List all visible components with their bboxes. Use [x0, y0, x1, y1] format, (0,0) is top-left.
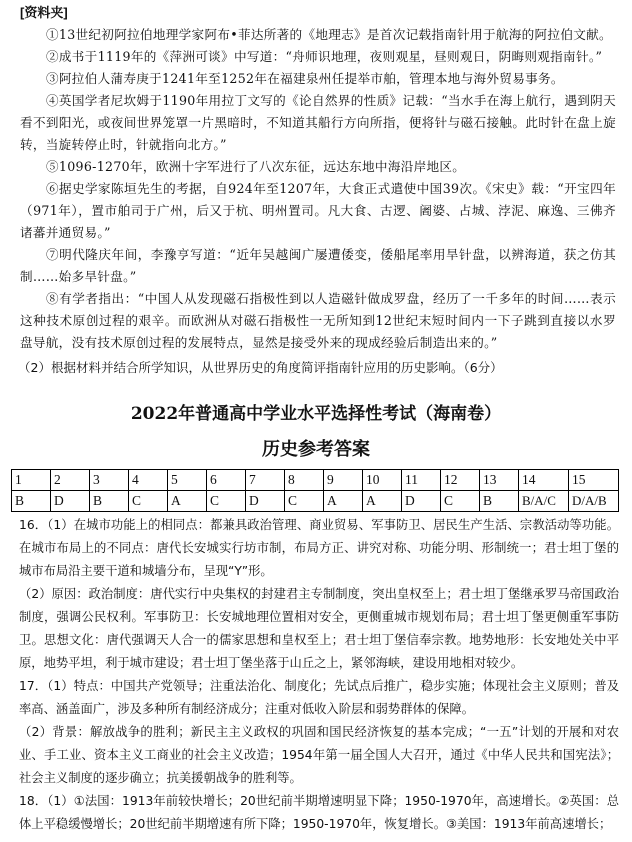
question-number-cell: 12: [441, 470, 480, 491]
question-number-cell: 2: [51, 470, 90, 491]
material-item: ⑦明代隆庆年间，李豫亨写道：“近年吴越闽广屡遭倭变，倭船尾率用旱针盘，以辨海道，获之仿其制……始多旱针盘。”: [20, 247, 616, 284]
answer-cell: C: [207, 491, 246, 512]
material-item: ③阿拉伯人蒲寿庚于1241年至1252年在福建泉州任提举市舶，管理本地与海外贸易事务。: [46, 71, 564, 86]
answer-paragraph: 17．（1）特点：中国共产党领导；注重法治化、制度化；先试点后推广，稳步实施；体现社会主义原则；普及率高、涵盖面广，涉及多种所有制经济成分；注重对低收入阶层和弱势群体的保障。: [19, 679, 619, 716]
answer-cell: C: [129, 491, 168, 512]
material-heading: [资料夹]: [20, 5, 68, 20]
answer-cell: D/A/B: [569, 491, 619, 512]
question-number-cell: 9: [324, 470, 363, 491]
question-number-cell: 14: [519, 470, 569, 491]
question-number-cell: 10: [363, 470, 402, 491]
answer-cell: C: [441, 491, 480, 512]
answer-cell: B: [12, 491, 51, 512]
material-item: ⑤1096-1270年，欧洲十字军进行了八次东征，远达东地中海沿岸地区。: [46, 159, 466, 174]
question-number-cell: 11: [402, 470, 441, 491]
answer-cell: D: [51, 491, 90, 512]
question-number-cell: 13: [480, 470, 519, 491]
question-number-cell: 5: [168, 470, 207, 491]
answer-cell: D: [246, 491, 285, 512]
answer-paragraph: 16．（1）在城市功能上的相同点：都兼具政治管理、商业贸易、军事防卫、居民生产生活、宗教活动等功能。在城市布局上的不同点：唐代长安城实行坊市制，布局方正、讲究对称、功能分明、形制统一；君士坦丁堡的城市布局沿主要干道和城墙分布，呈现“Y”形。: [19, 518, 619, 578]
answer-cell: A: [324, 491, 363, 512]
answer-row: [12, 491, 619, 512]
question-text: （2）根据材料并结合所学知识，从世界历史的角度简评指南针应用的历史影响。（6分）: [18, 360, 503, 375]
answer-table: [11, 469, 619, 512]
answer-title: 历史参考答案: [262, 439, 370, 460]
material-section: [20, 2, 616, 379]
exam-title: 2022年普通高中学业水平选择性考试（海南卷）: [130, 404, 502, 424]
question-number-cell: 6: [207, 470, 246, 491]
answer-cell: A: [363, 491, 402, 512]
material-item: ②成书于1119年的《萍洲可谈》中写道：“舟师识地理，夜则观星，昼则观日，阴晦则观指南针。”: [46, 49, 603, 64]
answer-paragraph: 18．（1）①法国：1913年前较快增长；20世纪前半期增速明显下降；1950-1970年，高速增长。②英国：总体上平稳缓慢增长；20世纪前半期增速有所下降；1950-1970年，恢复增长。③美国：1913年前高速增长；: [19, 794, 619, 831]
question-number-cell: 7: [246, 470, 285, 491]
question-number-row: [12, 470, 619, 491]
answer-cell: B: [480, 491, 519, 512]
material-item: ④英国学者尼坎姆于1190年用拉丁文写的《论自然界的性质》记载：“当水手在海上航行，遇到阴天看不到阳光，或夜间世界笼罩一片黑暗时，不知道其船行方向所指，便将针与磁石接触。此时针在盘上旋转，当旋转停止时，针就指向北方。”: [20, 93, 616, 152]
question-number-cell: 4: [129, 470, 168, 491]
answer-paragraph: （2）原因：政治制度：唐代实行中央集权的封建君主专制制度，突出皇权至上；君士坦丁堡继承罗马帝国政治制度，强调公民权利。军事防卫：长安城地理位置相对安全，更侧重城市规划布局；君士坦丁堡更侧重军事防卫。思想文化：唐代强调天人合一的儒家思想和皇权至上；君士坦丁堡信奉宗教。地势地形：长安地处关中平原，地势平坦，利于城市建设；君士坦丁堡坐落于山丘之上，紧邻海峡，建设用地相对较少。: [19, 587, 619, 670]
answer-cell: B: [90, 491, 129, 512]
question-number-cell: 8: [285, 470, 324, 491]
answer-cell: B/A/C: [519, 491, 569, 512]
answer-paragraph: （2）背景：解放战争的胜利；新民主主义政权的巩固和国民经济恢复的基本完成；“一五”计划的开展和对农业、手工业、资本主义工商业的社会主义改造；1954年第一届全国人大召开，通过《中华人民共和国宪法》；社会主义制度的逐步确立；抗美援朝战争的胜利等。: [19, 725, 619, 785]
answers-section: [19, 514, 619, 836]
answer-cell: C: [285, 491, 324, 512]
answer-cell: A: [168, 491, 207, 512]
question-number-cell: 3: [90, 470, 129, 491]
material-item: ⑧有学者指出：“中国人从发现磁石指极性到以人造磁针做成罗盘，经历了一千多年的时间……表示这种技术原创过程的艰辛。而欧洲从对磁石指极性一无所知到12世纪末短时间内一下子跳到直接以水罗盘导航，没有技术原创过程的发展特点，显然是接受外来的现成经验后制造出来的。”: [20, 291, 616, 350]
question-number-cell: 15: [569, 470, 619, 491]
answer-cell: D: [402, 491, 441, 512]
material-item: ⑥据史学家陈垣先生的考据，自924年至1207年，大食正式遣使中国39次。《宋史》载：“开宝四年（971年），置市舶司于广州，后又于杭、明州置司。凡大食、古逻、阇婆、占城、浡泥、麻逸、三佛齐诸蕃并通贸易。”: [20, 181, 616, 240]
question-number-cell: 1: [12, 470, 51, 491]
material-item: ①13世纪初阿拉伯地理学家阿布•菲达所著的《地理志》是首次记载指南针用于航海的阿拉伯文献。: [46, 27, 612, 42]
